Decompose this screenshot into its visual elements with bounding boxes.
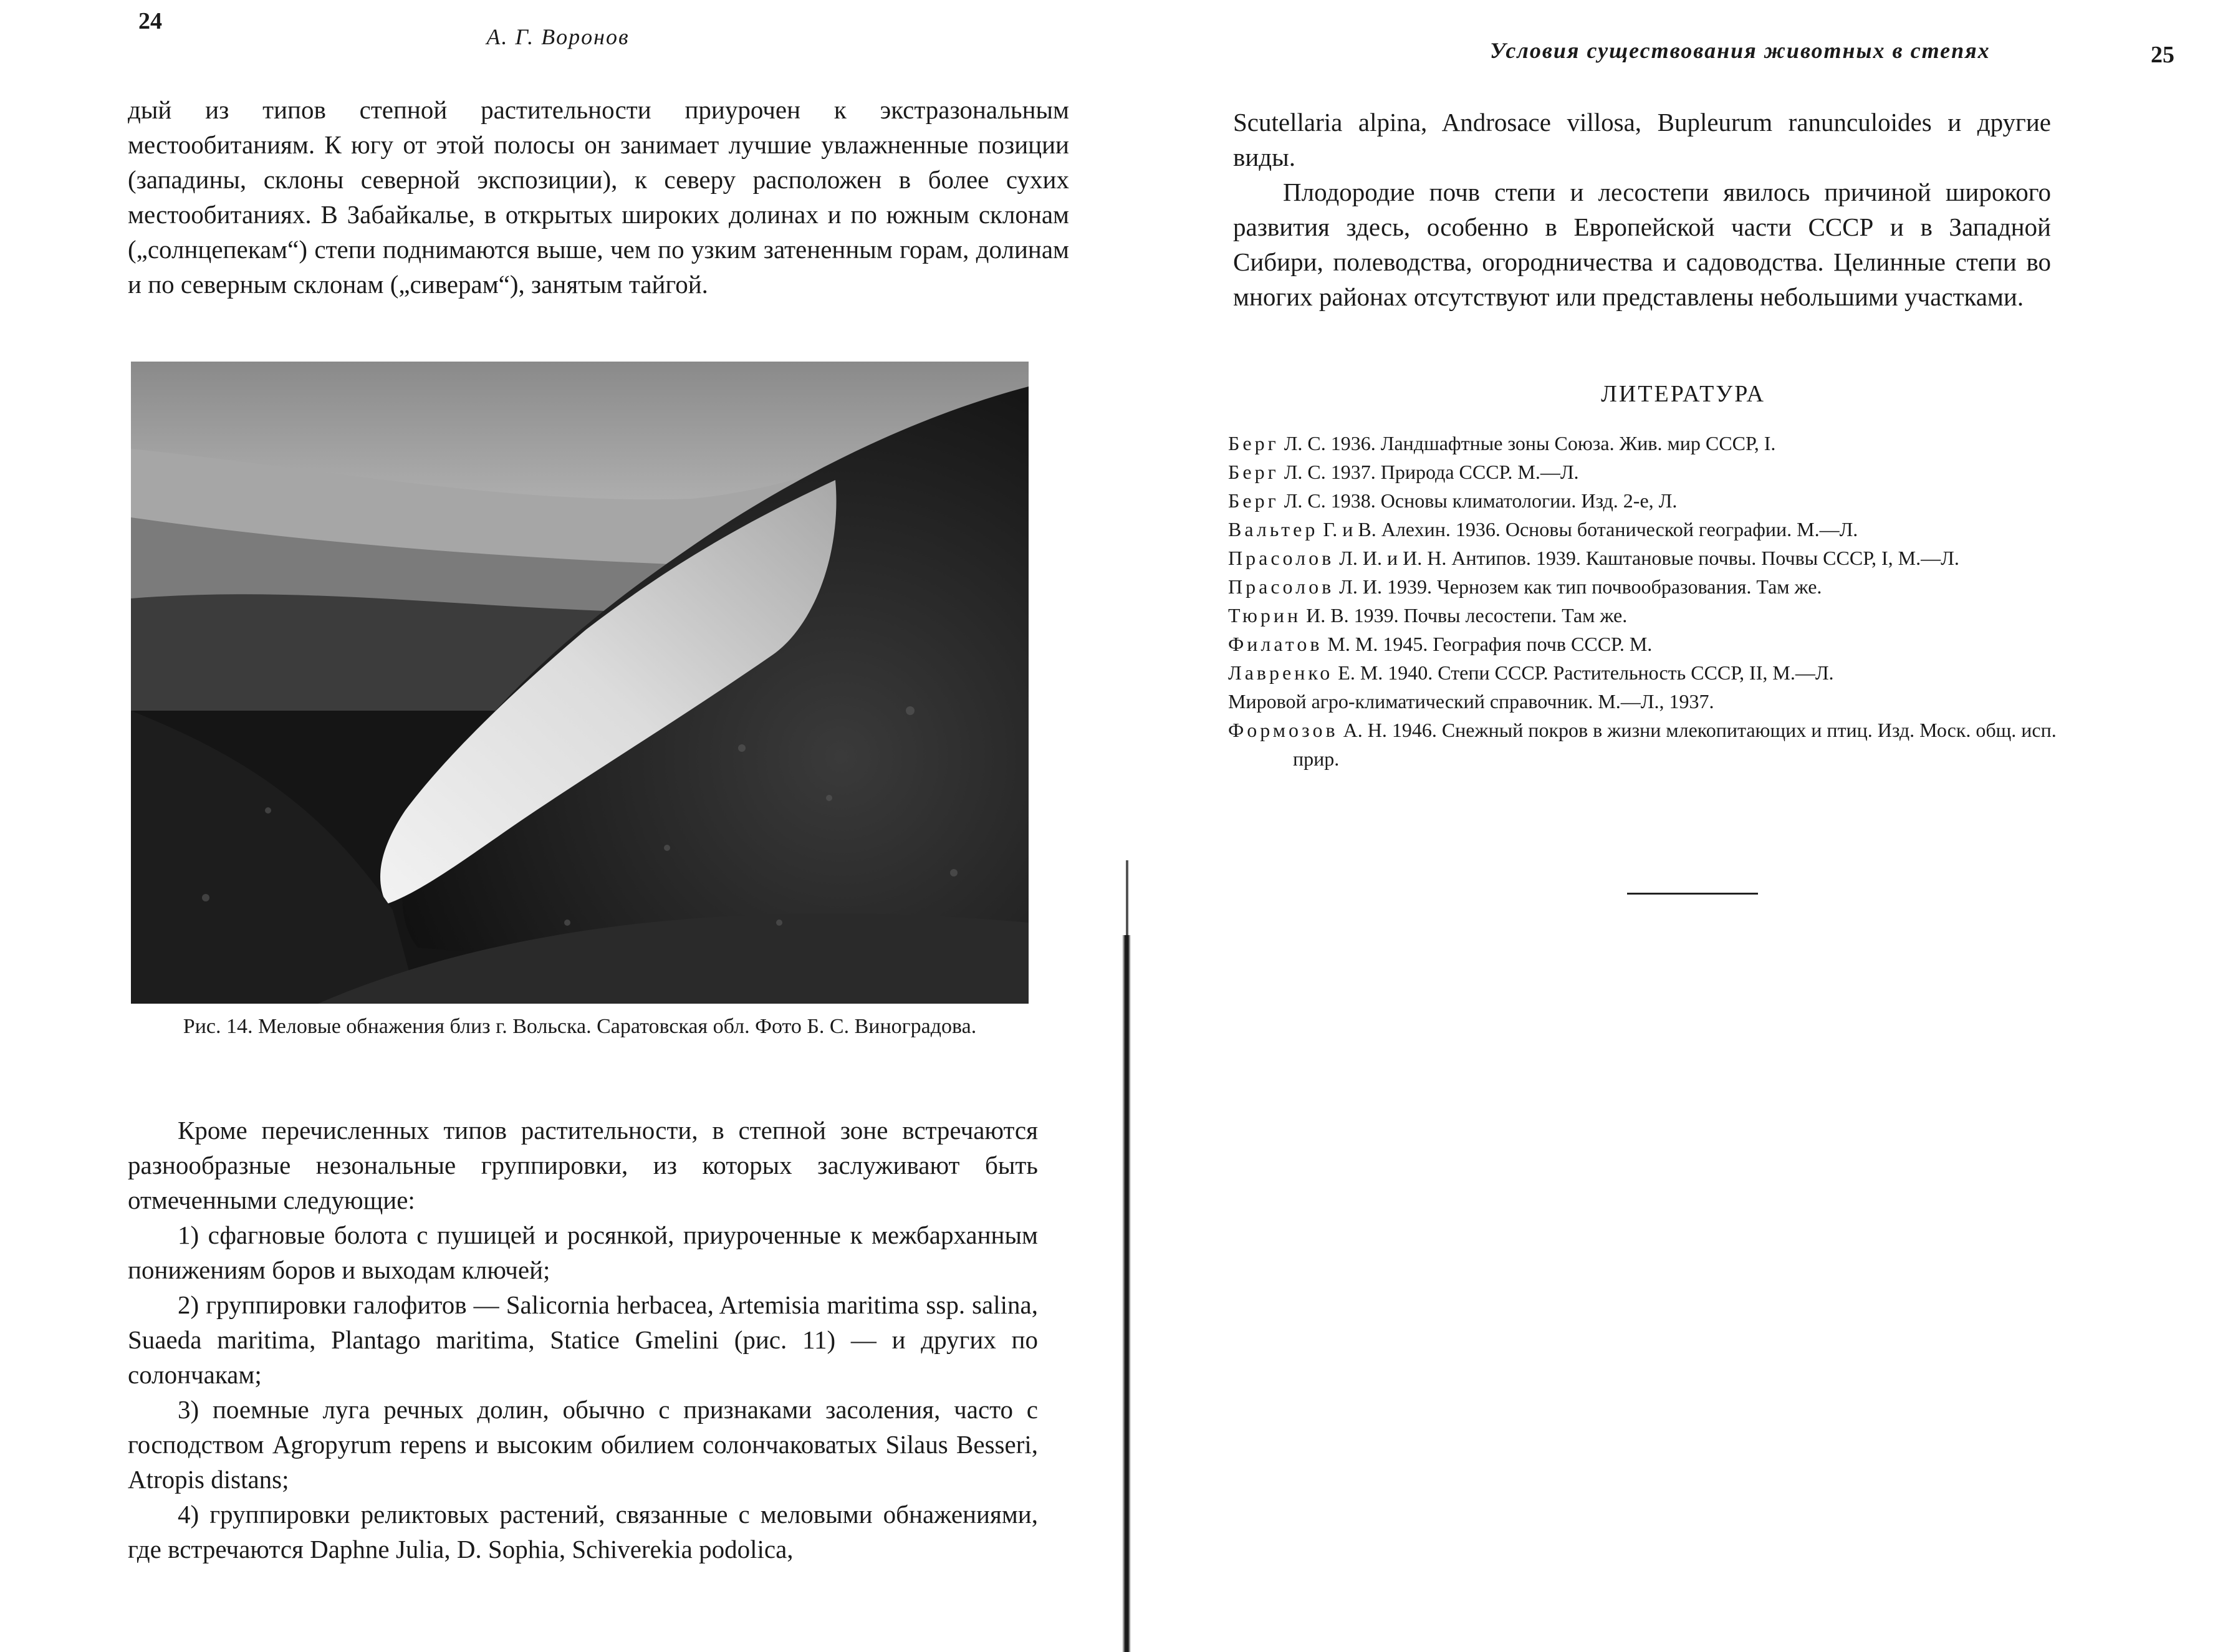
list-item-1: 1) сфагновые болота с пушицей и росянкой, приуроченные к межбарханным понижениям боров и выходам ключей; <box>128 1221 1038 1284</box>
reference-item <box>1228 687 2057 716</box>
reference-author: Тюрин <box>1228 604 1302 627</box>
end-divider <box>1627 893 1758 895</box>
reference-item <box>1228 658 2057 687</box>
page-number-left: 24 <box>138 8 162 34</box>
reference-text: Л. И. 1939. Чернозем как тип почвообразования. Там же. <box>1334 575 1822 598</box>
reference-item <box>1228 601 2057 630</box>
reference-text: Е. М. 1940. Степи СССР. Растительность СССР, II, М.—Л. <box>1333 661 1834 684</box>
reference-author: Формозов <box>1228 719 1338 741</box>
reference-text: А. Н. 1946. Снежный покров в жизни млекопитающих и птиц. Изд. Моск. общ. исп. прир. <box>1293 719 2057 770</box>
reference-author: Берг <box>1228 432 1279 454</box>
reference-text: Л. И. и И. Н. Антипов. 1939. Каштановые почвы. Почвы СССР, I, М.—Л. <box>1334 547 1959 569</box>
photo-illustration <box>131 362 1029 1004</box>
reference-author: Прасолов <box>1228 575 1335 598</box>
paragraph-top-text: дый из типов степной растительности приурочен к экстразональным местообитаниям. К югу от этой полосы он занимает лучшие увлажненные позиции (западины, склоны северной экспозиции), к северу расположен в более сухих местообитаниях. В Забайкалье, в открытых широких долинах и по южным склонам („солнцепекам“) степи поднимаются выше, чем по узким затененным горам, долинам и по северным склонам („сиверам“), занятым тайгой. <box>128 95 1069 299</box>
list-item-4: 4) группировки реликтовых растений, связанные с меловыми обнажениями, где встречаются Daphne Julia, D. Sophia, Schiverekia podolica, <box>128 1500 1038 1563</box>
list-item-3: 3) поемные луга речных долин, обычно с признаками засоления, часто с господством Agropyrum repens и высоким обилием солончаковатых Silaus Besseri, Atropis distans; <box>128 1395 1038 1494</box>
reference-item <box>1228 458 2057 486</box>
reference-item <box>1228 544 2057 572</box>
reference-text: Л. С. 1938. Основы климатологии. Изд. 2-е, Л. <box>1279 489 1678 512</box>
reference-author: Лавренко <box>1228 661 1333 684</box>
running-head-left: А. Г. Воронов <box>486 24 630 49</box>
reference-author: Филатов <box>1228 633 1323 655</box>
paragraph-continuation: Scutellaria alpina, Androsace villosa, Bupleurum ranunculoides и другие виды. <box>1233 108 2051 171</box>
paragraph-top <box>128 92 1069 302</box>
reference-list <box>1228 429 2057 773</box>
reference-text: М. М. 1945. География почв СССР. М. <box>1322 633 1653 655</box>
reference-text: Л. С. 1936. Ландшафтные зоны Союза. Жив. мир СССР, I. <box>1279 432 1776 454</box>
list-item-2: 2) группировки галофитов — Salicornia herbacea, Artemisia maritima ssp. salina, Suaeda maritima, Plantago maritima, Statice Gmelini (рис. 11) — и других по солончакам; <box>128 1290 1038 1389</box>
reference-item <box>1228 515 2057 544</box>
reference-item <box>1228 630 2057 658</box>
running-head-right: Условия существования животных в степях <box>1490 38 1991 63</box>
paragraph-fertility: Плодородие почв степи и лесостепи явилось причиной широкого развития здесь, особенно в Европейской части СССР и в Западной Сибири, полеводства, огородничества и садоводства. Целинные степи во многих районах отсутствуют или представлены небольшими участками. <box>1233 178 2051 311</box>
page-number-right: 25 <box>2151 42 2174 68</box>
reference-item <box>1228 486 2057 515</box>
reference-author: Берг <box>1228 461 1279 483</box>
reference-item <box>1228 429 2057 458</box>
figure-caption: Рис. 14. Меловые обнажения близ г. Вольска. Саратовская обл. Фото Б. С. Виноградова. <box>183 1015 977 1038</box>
reference-item <box>1228 572 2057 601</box>
left-page <box>0 0 1116 1652</box>
reference-text: Л. С. 1937. Природа СССР. М.—Л. <box>1279 461 1579 483</box>
reference-author: Берг <box>1228 489 1279 512</box>
literature-heading: ЛИТЕРАТУРА <box>1601 381 1765 407</box>
right-page <box>1128 0 2238 1652</box>
paragraph-intro: Кроме перечисленных типов растительности, в степной зоне встречаются разнообразные незональные группировки, из которых заслуживают быть отмеченными следующие: <box>128 1116 1038 1214</box>
nonzonal-section <box>128 1113 1038 1567</box>
reference-text: И. В. 1939. Почвы лесостепи. Там же. <box>1301 604 1628 627</box>
reference-author: Вальтер <box>1228 518 1318 540</box>
right-body <box>1233 105 2051 314</box>
reference-text: Мировой агро-климатический справочник. М.—Л., 1937. <box>1228 690 1714 713</box>
reference-text: Г. и В. Алехин. 1936. Основы ботанической географии. М.—Л. <box>1318 518 1858 540</box>
reference-author: Прасолов <box>1228 547 1335 569</box>
figure-chalk-outcrops-photo <box>131 362 1029 1004</box>
reference-item <box>1228 716 2057 773</box>
